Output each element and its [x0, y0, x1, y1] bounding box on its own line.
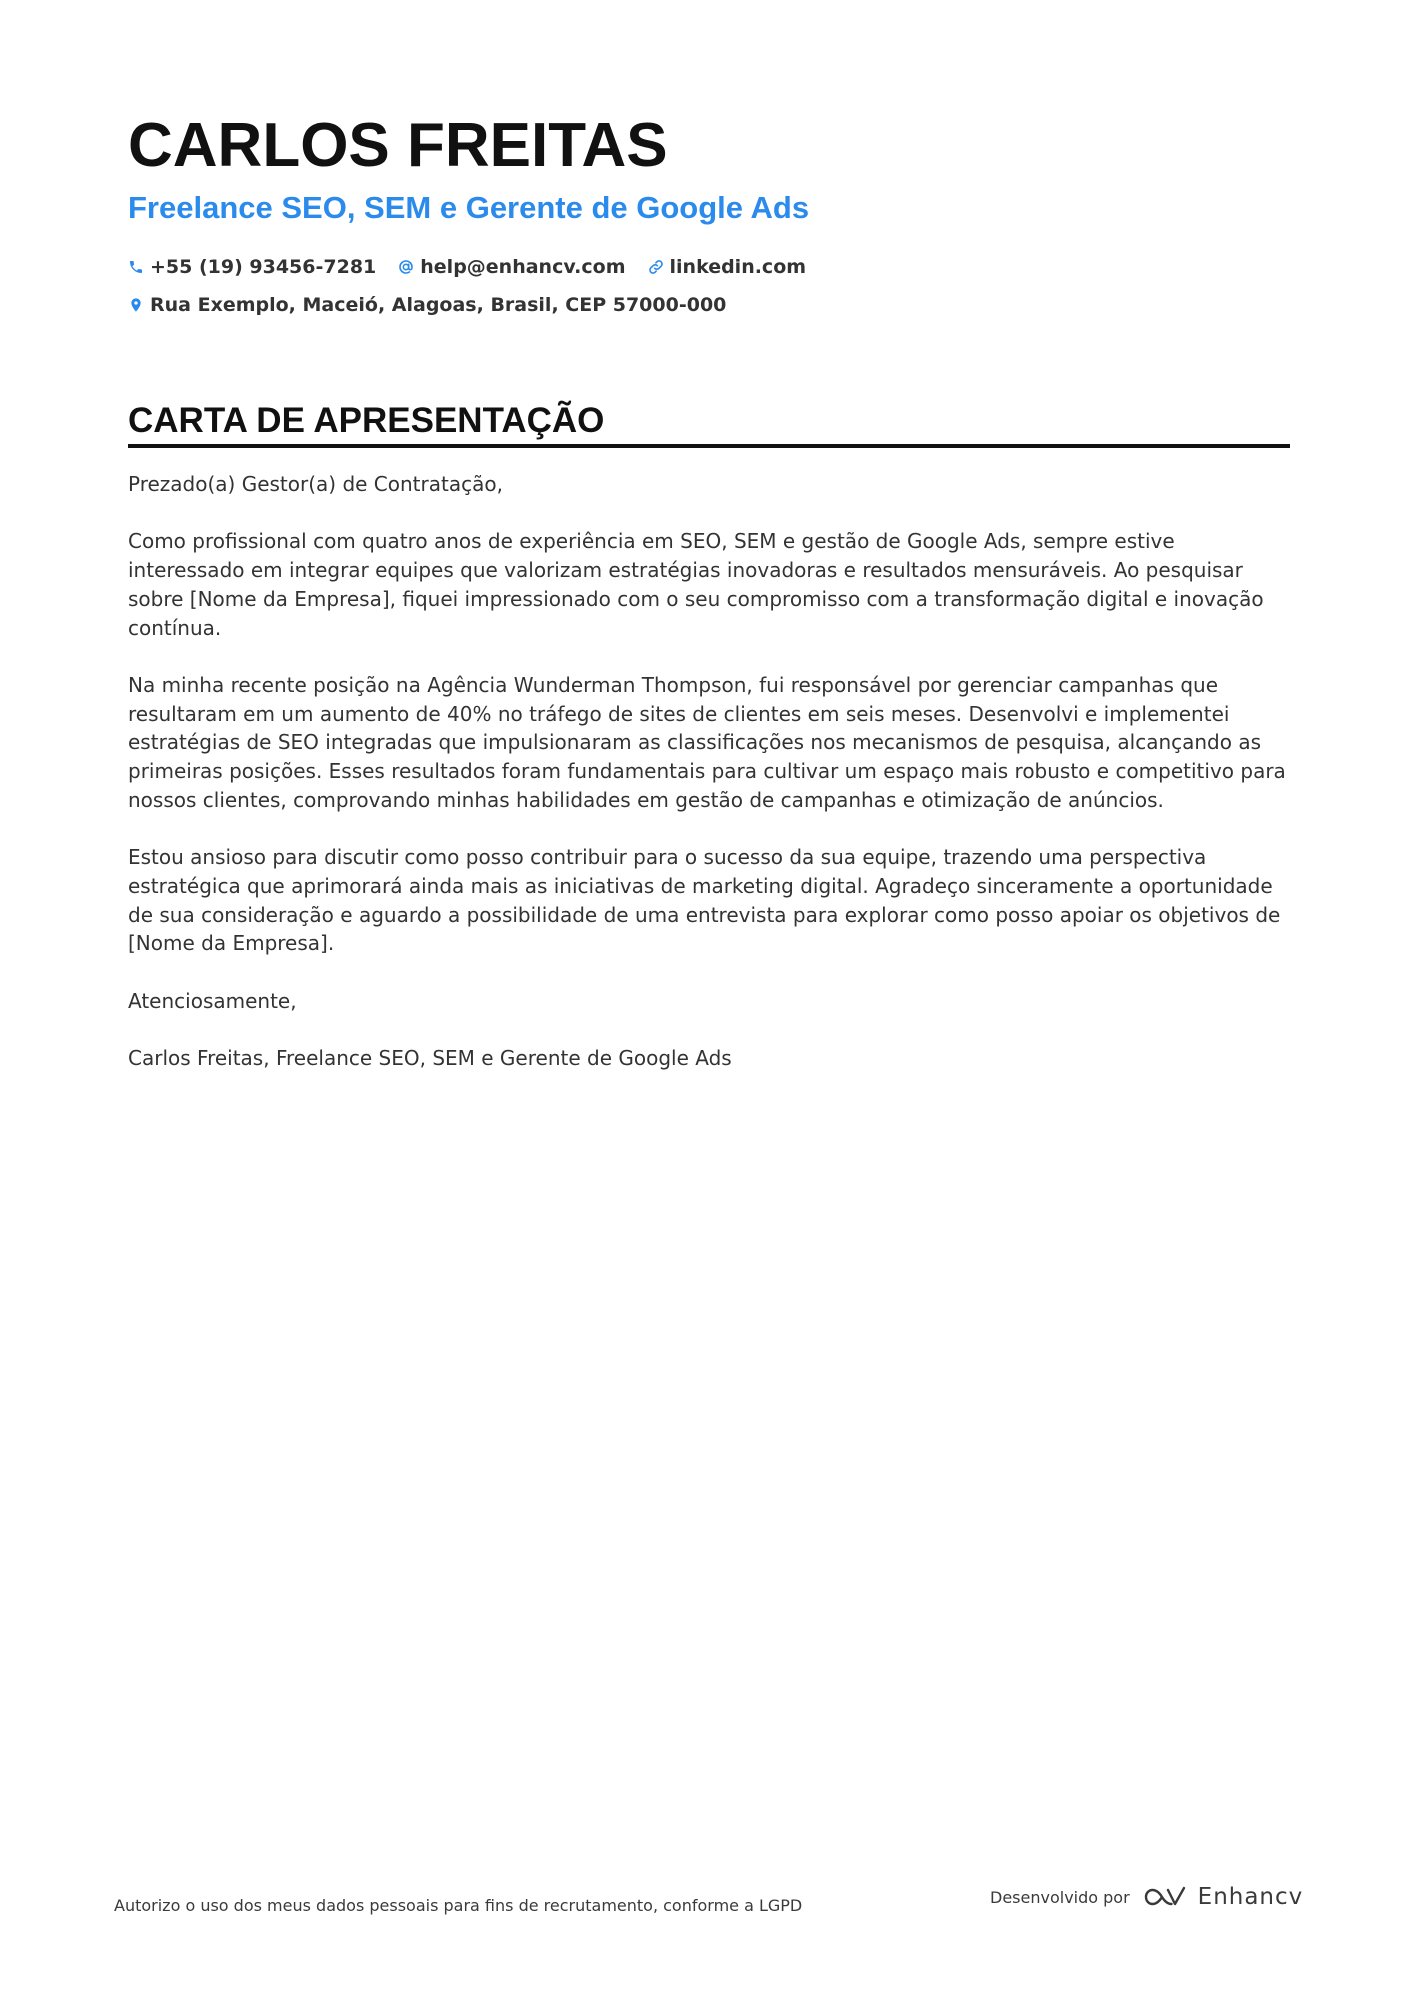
contact-row-address: [128, 286, 1290, 324]
brand-name: Enhancv: [1197, 1884, 1304, 1910]
contact-row-primary: [128, 248, 1290, 286]
linkedin-text: linkedin.com: [669, 256, 807, 278]
phone-text: +55 (19) 93456-7281: [150, 256, 377, 278]
at-icon: [398, 259, 414, 275]
address-text: Rua Exemplo, Maceió, Alagoas, Brasil, CEP 57000-000: [150, 294, 727, 316]
candidate-role: Freelance SEO, SEM e Gerente de Google Ads: [128, 190, 810, 225]
cover-letter-page: [128, 108, 1290, 1101]
location-pin-icon: [128, 297, 144, 313]
candidate-name: CARLOS FREITAS: [128, 111, 668, 180]
letter-closing: Atenciosamente,: [128, 988, 297, 1013]
letter-signature: Carlos Freitas, Freelance SEO, SEM e Gerente de Google Ads: [128, 1045, 732, 1070]
email-contact[interactable]: [398, 256, 625, 278]
email-text: help@enhancv.com: [420, 256, 626, 278]
phone-icon: [128, 259, 144, 275]
letter-paragraph: Estou ansioso para discutir como posso contribuir para o sucesso da sua equipe, trazendo uma perspectiva estratégica que aprimorará ainda mais as iniciativas de marketing digital. Agradeço sinceramente a oportunidade de sua consideração e aguardo a possibilidade de uma entrevista para explorar como posso apoiar os objetivos de [Nome da Empresa].: [128, 845, 1281, 956]
powered-by-label: Desenvolvido por: [990, 1887, 1130, 1907]
letter-paragraph: Como profissional com quatro anos de experiência em SEO, SEM e gestão de Google Ads, sempre estive interessado em integrar equipes que valorizam estratégias inovadoras e resultados mensuráveis. Ao pesquisar sobre [Nome da Empresa], fiquei impressionado com o seu compromisso com a transformação digital e inovação contínua.: [128, 529, 1264, 640]
link-icon: [648, 259, 664, 275]
enhancv-logo-icon: [1142, 1884, 1188, 1910]
letter-greeting: Prezado(a) Gestor(a) de Contratação,: [128, 472, 503, 496]
phone-contact[interactable]: [128, 256, 376, 278]
consent-note: Autorizo o uso dos meus dados pessoais para fins de recrutamento, conforme a LGPD: [114, 1896, 803, 1915]
letter-body: [128, 470, 1290, 1073]
linkedin-contact[interactable]: [648, 256, 807, 278]
letter-paragraph: Na minha recente posição na Agência Wunderman Thompson, fui responsável por gerenciar campanhas que resultaram em um aumento de 40% no tráfego de sites de clientes em seis meses. Desenvolvi e implementei estratégias de SEO integradas que impulsionaram as classificações nos mecanismos de pesquisa, alcançando as primeiras posições. Esses resultados foram fundamentais para cultivar um espaço mais robusto e competitivo para nossos clientes, comprovando minhas habilidades em gestão de campanhas e otimização de anúncios.: [128, 672, 1286, 812]
contact-info: [128, 248, 1290, 324]
address-contact: [128, 294, 726, 316]
powered-by[interactable]: [990, 1884, 1303, 1910]
section-title: CARTA DE APRESENTAÇÃO: [128, 400, 1290, 448]
